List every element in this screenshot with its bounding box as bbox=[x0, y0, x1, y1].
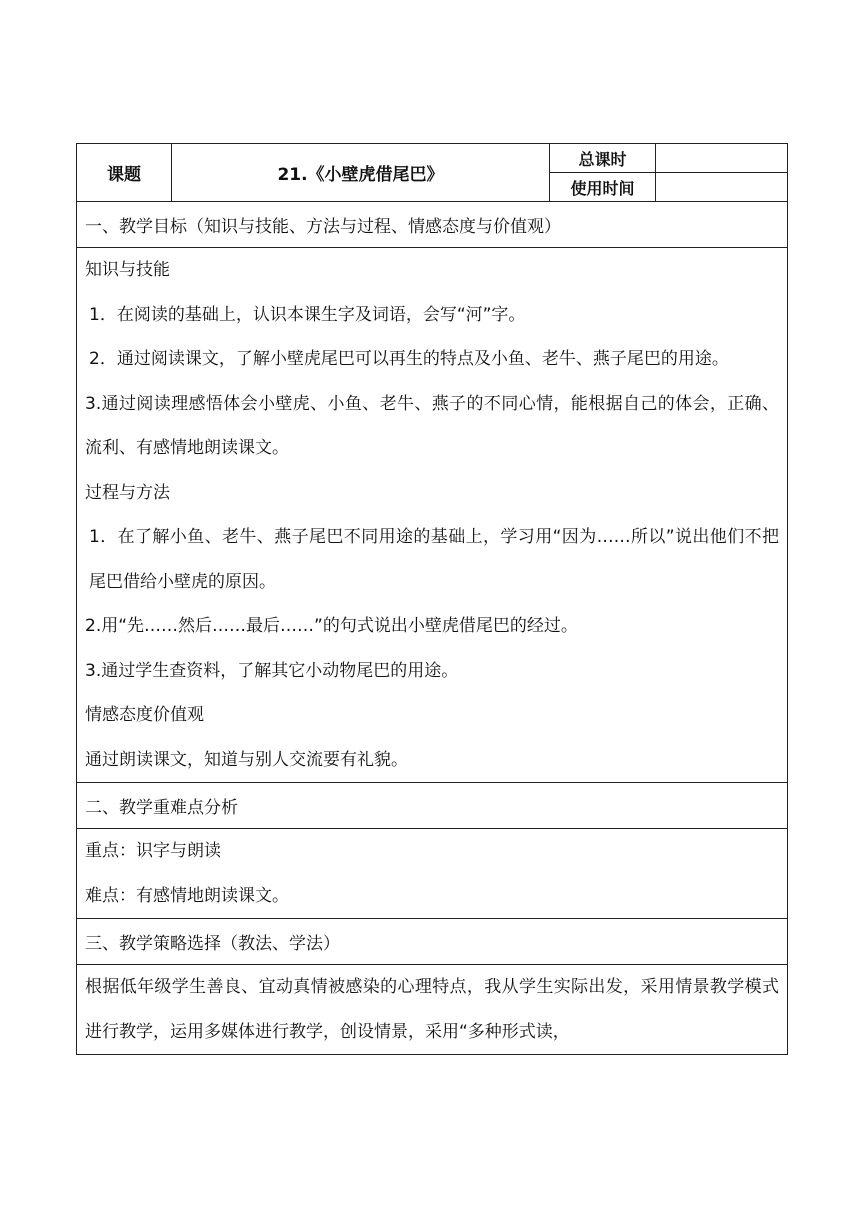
total-hours-value bbox=[656, 144, 788, 173]
strategy-content bbox=[77, 965, 788, 1055]
usage-time-value bbox=[656, 173, 788, 202]
difficult-point: 难点：有感情地朗读课文。 bbox=[85, 885, 289, 906]
knowledge-heading: 知识与技能 bbox=[85, 260, 170, 280]
lesson-title: 21.《小壁虎借尾巴》 bbox=[172, 144, 550, 202]
knowledge-item: 3.通过阅读理感悟体会小壁虎、小鱼、老牛、燕子的不同心情，能根据自己的体会，正确、流利、有感情地朗读课文。 bbox=[85, 393, 779, 458]
topic-label: 课题 bbox=[77, 144, 172, 202]
process-item: 1．在了解小鱼、老牛、燕子尾巴不同用途的基础上，学习用“因为……所以”说出他们不把尾巴借给小壁虎的原因。 bbox=[89, 527, 779, 592]
process-item: 2.用“先……然后……最后……”的句式说出小壁虎借尾巴的经过。 bbox=[85, 616, 578, 636]
key-point: 重点：识字与朗读 bbox=[85, 841, 221, 861]
section-heading-objectives: 一、教学目标（知识与技能、方法与过程、情感态度与价值观） bbox=[77, 202, 788, 248]
process-heading: 过程与方法 bbox=[85, 482, 170, 503]
section-heading-strategy: 三、教学策略选择（教法、学法） bbox=[77, 919, 788, 965]
section-heading-key-points: 二、教学重难点分析 bbox=[77, 783, 788, 829]
usage-time-label: 使用时间 bbox=[550, 173, 656, 202]
knowledge-item: 2．通过阅读课文，了解小壁虎尾巴可以再生的特点及小鱼、老牛、燕子尾巴的用途。 bbox=[89, 349, 729, 369]
knowledge-item: 1．在阅读的基础上，认识本课生字及词语，会写“河”字。 bbox=[89, 304, 526, 325]
lesson-plan-table bbox=[76, 143, 788, 1055]
process-item: 3.通过学生查资料，了解其它小动物尾巴的用途。 bbox=[85, 660, 459, 681]
objectives-content bbox=[77, 248, 788, 783]
emotion-text: 通过朗读课文，知道与别人交流要有礼貌。 bbox=[85, 749, 408, 770]
emotion-heading: 情感态度价值观 bbox=[85, 705, 204, 725]
key-points-content bbox=[77, 829, 788, 919]
strategy-text: 根据低年级学生善良、宜动真情被感染的心理特点，我从学生实际出发，采用情景教学模式进行教学，运用多媒体进行教学，创设情景，采用“多种形式读， bbox=[85, 977, 779, 1042]
total-hours-label: 总课时 bbox=[550, 144, 656, 173]
